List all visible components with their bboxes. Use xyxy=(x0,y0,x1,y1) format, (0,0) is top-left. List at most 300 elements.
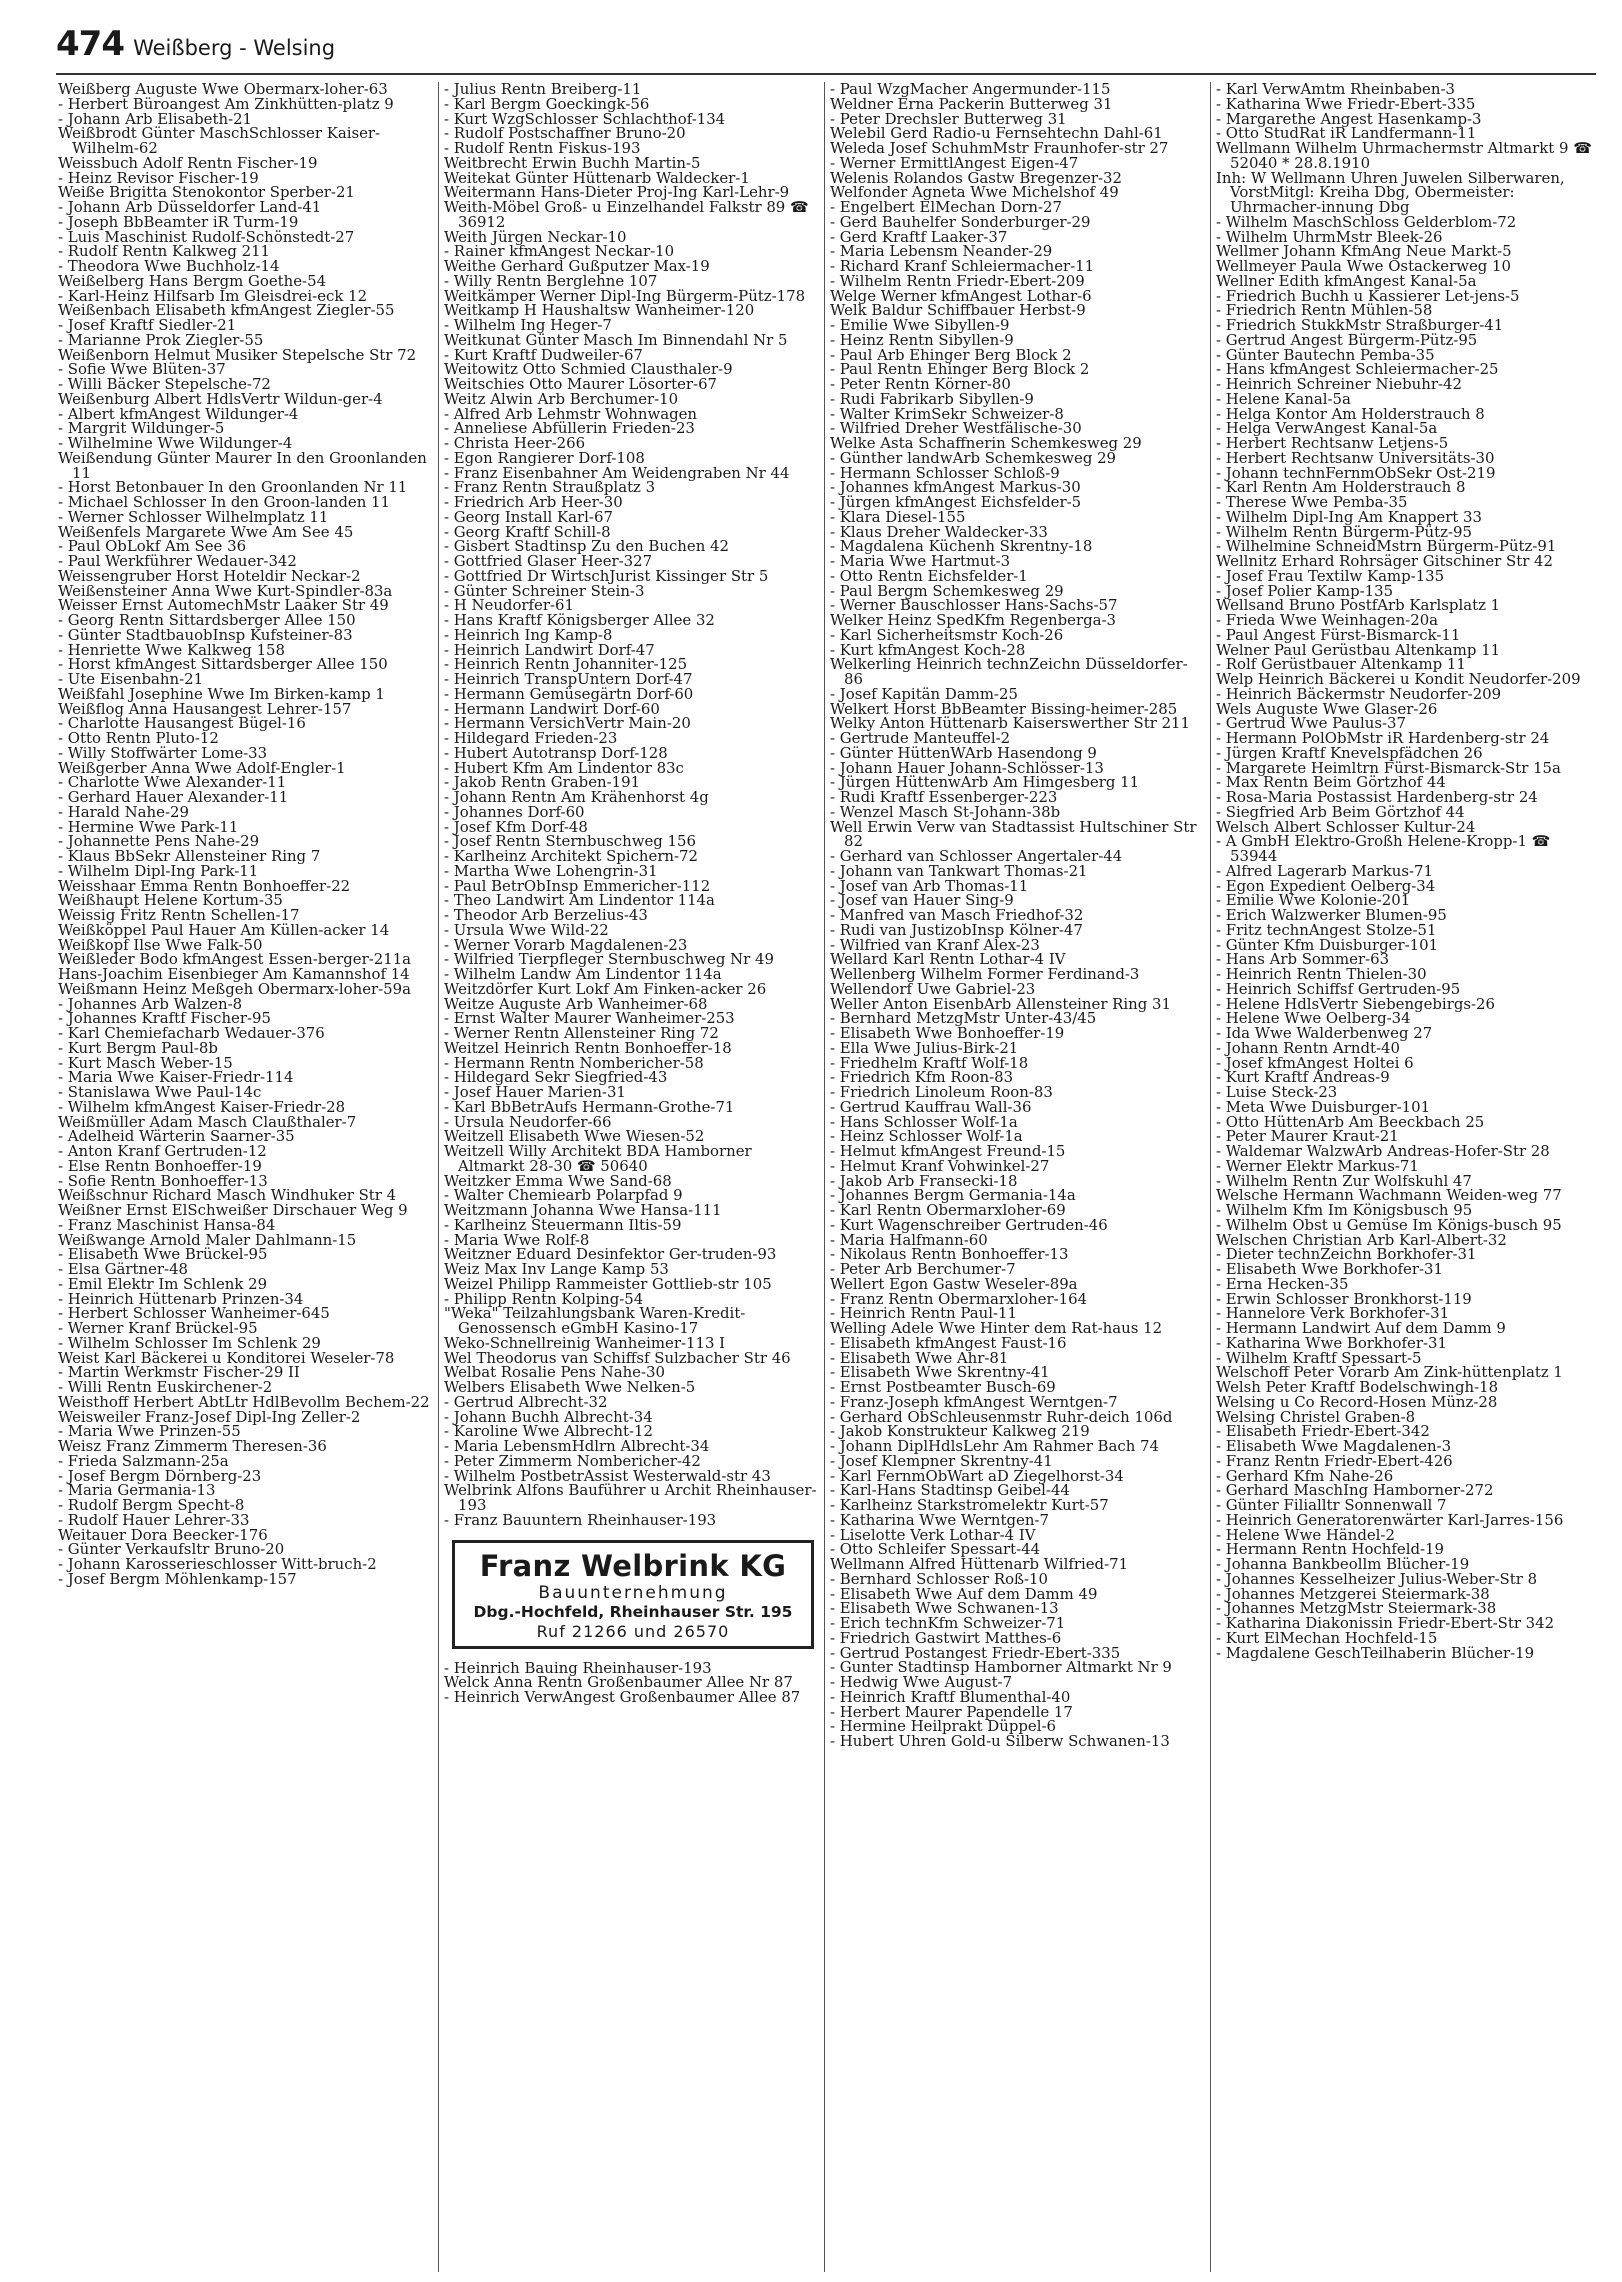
directory-entry: - Karlheinz Starkstromelektr Kurt-57 xyxy=(830,1496,1109,1514)
directory-entry: - Werner Elektr Markus-71 xyxy=(1216,1156,1419,1175)
directory-entry: Weißfahl Josephine Wwe Im Birken-kamp 1 xyxy=(58,684,385,703)
directory-entry: - Jakob Konstrukteur Kalkweg 219 xyxy=(830,1422,1090,1441)
directory-entry: - Erich technKfm Schweizer-71 xyxy=(830,1614,1066,1632)
directory-entry: Welschoff Peter Vorarb Am Zink-hüttenplatz 1 xyxy=(1216,1363,1563,1382)
directory-entry: - Kurt ElMechan Hochfeld-15 xyxy=(1216,1628,1438,1647)
directory-entry: Weißkopf Ilse Wwe Falk-50 xyxy=(58,935,263,954)
directory-entry: - Rolf Gerüstbauer Altenkamp 11 xyxy=(1216,655,1466,674)
directory-entry: - Elisabeth Wwe Schwanen-13 xyxy=(830,1599,1059,1618)
directory-entry: Wellard Karl Rentn Lothar-4 IV xyxy=(830,950,1066,969)
directory-entry: Wellnitz Erhard Rohrsäger Gitschiner Str 42 xyxy=(1216,552,1553,570)
directory-entry: - Werner Schlosser Wilhelmplatz 11 xyxy=(58,507,329,526)
directory-entry: Weller Anton EisenbArb Allensteiner Ring 31 xyxy=(830,994,1171,1013)
directory-entry: - Gertrud Kauffrau Wall-36 xyxy=(830,1097,1032,1116)
directory-entry: Wellenberg Wilhelm Former Ferdinand-3 xyxy=(830,965,1140,983)
directory-entry: Weitzmann Johanna Wwe Hansa-111 xyxy=(444,1201,722,1219)
directory-entry: - Peter Arb Berchumer-7 xyxy=(830,1260,1016,1278)
column-divider xyxy=(1210,82,1211,2272)
directory-entry: - Gerhard van Schlosser Angertaler-44 xyxy=(830,847,1123,865)
directory-entry: - Josef Frau Textilw Kamp-135 xyxy=(1216,566,1445,585)
directory-entry: - Anton Kranf Gertruden-12 xyxy=(58,1142,267,1160)
directory-entry: - Horst Betonbauer In den Groonlanden Nr 11 xyxy=(58,478,408,497)
directory-entry: Weißleder Bodo kfmAngest Essen-berger-211a xyxy=(58,950,412,969)
directory-entry: - Günter StadtbauobInsp Kufsteiner-83 xyxy=(58,625,353,644)
directory-entry: - Alfred Arb Lehmstr Wohnwagen xyxy=(444,404,698,423)
directory-entry: - Maria Wwe Kaiser-Friedr-114 xyxy=(58,1068,294,1087)
directory-entry: Wellner Edith kfmAngest Kanal-5a xyxy=(1216,271,1477,290)
directory-entry: - Katharina Wwe Werntgen-7 xyxy=(830,1510,1049,1529)
directory-entry: - Gerhard ObSchleusenmstr Ruhr-deich 106d xyxy=(830,1407,1173,1426)
directory-entry: - Josef Hauer Marien-31 xyxy=(444,1083,626,1101)
directory-entry: - Friedhelm Kraftf Wolf-18 xyxy=(830,1053,1029,1072)
directory-entry: - Dieter technZeichn Borkhofer-31 xyxy=(1216,1245,1477,1264)
directory-entry: - Gottfried Glaser Heer-327 xyxy=(444,552,653,570)
directory-entry: Weitzker Emma Wwe Sand-68 xyxy=(444,1171,672,1190)
directory-entry: - Günter Kfm Duisburger-101 xyxy=(1216,935,1439,954)
directory-entry: - Jakob Rentn Graben-191 xyxy=(444,773,641,792)
directory-entry: - Wilhelm MaschSchloss Gelderblom-72 xyxy=(1216,212,1517,231)
directory-entry: - Christa Heer-266 xyxy=(444,434,586,452)
directory-entry: - Manfred van Masch Friedhof-32 xyxy=(830,906,1084,924)
directory-entry: - Paul Werkführer Wedauer-342 xyxy=(58,552,297,570)
directory-entry: - Paul WzgMacher Angermunder-115 xyxy=(830,82,1111,98)
directory-entry: - Heinrich TranspUntern Dorf-47 xyxy=(444,670,693,688)
directory-entry: Welsche Hermann Wachmann Weiden-weg 77 xyxy=(1216,1186,1562,1205)
directory-entry: Weißbrodt Günter MaschSchlosser Kaiser-Wilhelm-62 xyxy=(58,124,381,157)
directory-entry: - Wilhelm Dipl-Ing Am Knappert 33 xyxy=(1216,507,1482,526)
directory-entry: - Gertrud Postangest Friedr-Ebert-335 xyxy=(830,1643,1121,1662)
directory-entry: Weitze Auguste Arb Wanheimer-68 xyxy=(444,994,708,1013)
directory-entry: - Elisabeth Wwe Borkhofer-31 xyxy=(1216,1260,1443,1278)
directory-entry: Welkert Horst BbBeamter Bissing-heimer-285 xyxy=(830,699,1178,718)
directory-entry: Weith-Möbel Groß- u Einzelhandel Falkstr 89 ☎ 36912 xyxy=(444,198,809,231)
directory-entry: - Johann technFernmObSekr Ost-219 xyxy=(1216,463,1496,482)
directory-entry: - Georg Rentn Sittardsberger Allee 150 xyxy=(58,611,356,629)
directory-entry: - Heinrich Rentn Johanniter-125 xyxy=(444,655,688,674)
directory-entry: - Friedrich Gastwirt Matthes-6 xyxy=(830,1628,1062,1647)
directory-entry: - Elisabeth Wwe Bonhoeffer-19 xyxy=(830,1024,1065,1042)
directory-entry: - Wilfried van Kranf Alex-23 xyxy=(830,935,1040,954)
directory-entry: - Werner Vorarb Magdalenen-23 xyxy=(444,935,688,954)
ad-company-name: Franz Welbrink KG xyxy=(479,1548,787,1583)
directory-entry: - Hubert Kfm Am Lindentor 83c xyxy=(444,758,684,777)
directory-entry: - Franz Rentn Straußplatz 3 xyxy=(444,478,656,497)
directory-entry: - Liselotte Verk Lothar-4 IV xyxy=(830,1525,1036,1544)
directory-entry: - Otto HüttenArb Am Beeckbach 25 xyxy=(1216,1112,1485,1131)
directory-entry: Weisweiler Franz-Josef Dipl-Ing Zeller-2 xyxy=(58,1407,361,1426)
directory-entry: Weißköppel Paul Hauer Am Küllen-acker 14 xyxy=(58,920,390,939)
directory-entry: - Heinrich VerwAngest Großenbaumer Allee 87 xyxy=(444,1688,801,1706)
directory-entry: - Johannes kfmAngest Markus-30 xyxy=(830,478,1081,497)
directory-entry: - Karlheinz Architekt Spichern-72 xyxy=(444,847,699,865)
directory-entry: - Willi Rentn Euskirchener-2 xyxy=(58,1378,273,1396)
directory-entry: - Jürgen Kraftf Knevelspfädchen 26 xyxy=(1216,743,1483,762)
directory-entry: - Paul Bergm Schemkesweg 29 xyxy=(830,581,1064,600)
directory-entry: - Katharina Wwe Friedr-Ebert-335 xyxy=(1216,94,1476,113)
directory-entry: - Maria Wwe Rolf-8 xyxy=(444,1230,590,1249)
directory-entry: Weisshaar Emma Rentn Bonhoeffer-22 xyxy=(58,876,351,895)
directory-entry: - Rosa-Maria Postassist Hardenberg-str 24 xyxy=(1216,788,1538,806)
directory-entry: - Günter HüttenWArb Hasendong 9 xyxy=(830,743,1097,762)
directory-entry: - Rudi van JustizobInsp Kölner-47 xyxy=(830,920,1083,939)
directory-entry: Weißmann Heinz Meßgeh Obermarx-loher-59a xyxy=(58,979,411,998)
directory-entry: - Franz Bauuntern Rheinhauser-193 xyxy=(444,1510,717,1529)
directory-entry: Weitzell Willy Architekt BDA Hamborner Altmarkt 28-30 ☎ 50640 xyxy=(444,1142,752,1175)
directory-entry: Weißgerber Anna Wwe Adolf-Engler-1 xyxy=(58,758,346,777)
directory-entry: Weitzdörfer Kurt Lokf Am Finken-acker 26 xyxy=(444,979,767,998)
directory-entry: - Nikolaus Rentn Bonhoeffer-13 xyxy=(830,1245,1069,1264)
directory-entry: - Erna Hecken-35 xyxy=(1216,1274,1349,1293)
directory-entry: - Franz Eisenbahner Am Weidengraben Nr 44 xyxy=(444,463,790,482)
directory-entry: - Sofie Wwe Blüten-37 xyxy=(58,360,226,379)
directory-entry: Weiz Max Inv Lange Kamp 53 xyxy=(444,1260,669,1278)
directory-entry: - Friedrich Rentn Mühlen-58 xyxy=(1216,301,1433,320)
directory-entry: - Max Rentn Beim Görtzhof 44 xyxy=(1216,773,1446,792)
directory-entry: - Hans kfmAngest Schleiermacher-25 xyxy=(1216,360,1499,379)
directory-entry: Weldner Erna Packerin Butterweg 31 xyxy=(830,94,1113,113)
directory-entry: - Kurt Kraftf Andreas-9 xyxy=(1216,1068,1390,1087)
page-header xyxy=(56,24,335,64)
directory-entry: - Maria Halfmann-60 xyxy=(830,1230,988,1249)
directory-entry: - Otto StudRat iR Landfermann-11 xyxy=(1216,124,1477,143)
directory-entry: - Franz Rentn Friedr-Ebert-426 xyxy=(1216,1451,1453,1470)
directory-entry: - Josef Bergm Dörnberg-23 xyxy=(58,1466,262,1485)
directory-entry: Weitkämper Werner Dipl-Ing Bürgerm-Pütz-178 xyxy=(444,286,806,305)
directory-entry: - Heinrich Hüttenarb Prinzen-34 xyxy=(58,1289,304,1308)
directory-entry: - Theodor Arb Berzelius-43 xyxy=(444,906,648,924)
directory-entry: - Werner Kranf Brückel-95 xyxy=(58,1319,258,1337)
directory-entry: - Heinrich Bauing Rheinhauser-193 xyxy=(444,1658,712,1677)
directory-entry: Wel Theodorus van Schiffsf Sulzbacher Str 46 xyxy=(444,1348,791,1367)
directory-entry: - Helene Kanal-5a xyxy=(1216,389,1351,408)
directory-entry: - Peter Zimmerm Nombericher-42 xyxy=(444,1451,701,1470)
directory-entry: - Friedrich Kfm Roon-83 xyxy=(830,1068,1014,1087)
directory-entry: - Gottfried Dr WirtschJurist Kissinger Str 5 xyxy=(444,566,769,585)
directory-entry: - Heinrich Kraftf Blumenthal-40 xyxy=(830,1687,1071,1706)
directory-entry: - Günther landwArb Schemkesweg 29 xyxy=(830,448,1117,467)
directory-entry: - Paul BetrObInsp Emmericher-112 xyxy=(444,876,711,895)
directory-entry: - Gerhard Hauer Alexander-11 xyxy=(58,788,289,806)
directory-entry: - Hubert Autotransp Dorf-128 xyxy=(444,743,668,762)
directory-entry: - Karoline Wwe Albrecht-12 xyxy=(444,1422,653,1441)
directory-entry: - Willy Rentn Berglehne 107 xyxy=(444,271,658,290)
directory-entry: - Friedrich StukkMstr Straßburger-41 xyxy=(1216,316,1504,334)
directory-entry: - Ella Wwe Julius-Birk-21 xyxy=(830,1038,1019,1057)
directory-entry: Weißenburg Albert HdlsVertr Wildun-ger-4 xyxy=(58,389,383,408)
directory-entry: - Johannes Kraftf Fischer-95 xyxy=(58,1009,271,1028)
directory-entry: Weißenfels Margarete Wwe Am See 45 xyxy=(58,522,354,541)
directory-entry: Weith Jürgen Neckar-10 xyxy=(444,227,627,246)
directory-entry: - Wilfried Dreher Westfälische-30 xyxy=(830,419,1082,438)
directory-entry: - Meta Wwe Duisburger-101 xyxy=(1216,1097,1431,1116)
directory-entry: - Heinrich Schreiner Niebuhr-42 xyxy=(1216,375,1462,393)
directory-entry: Welk Baldur Schiffbauer Herbst-9 xyxy=(830,301,1086,320)
directory-entry: - Günter Filialltr Sonnenwall 7 xyxy=(1216,1496,1447,1514)
directory-entry: - Rudolf Bergm Specht-8 xyxy=(58,1496,245,1514)
directory-entry: Weißner Ernst ElSchweißer Dirschauer Weg 9 xyxy=(58,1201,408,1219)
directory-entry: - Kurt Bergm Paul-8b xyxy=(58,1038,218,1057)
directory-entry: - Siegfried Arb Beim Görtzhof 44 xyxy=(1216,802,1465,821)
directory-entry: - Josef van Arb Thomas-11 xyxy=(830,876,1029,895)
directory-entry: - Paul Arb Ehinger Berg Block 2 xyxy=(830,345,1072,364)
directory-entry: - Gisbert Stadtinsp Zu den Buchen 42 xyxy=(444,537,729,556)
directory-entry: Weißberg Auguste Wwe Obermarx-loher-63 xyxy=(58,82,388,98)
directory-entry: Weisz Franz Zimmerm Theresen-36 xyxy=(58,1437,327,1455)
directory-entry: - Elisabeth kfmAngest Faust-16 xyxy=(830,1333,1067,1352)
directory-entry: - Peter Rentn Körner-80 xyxy=(830,375,1011,393)
directory-entry: Weißwange Arnold Maler Dahlmann-15 xyxy=(58,1230,357,1249)
directory-entry: - Kurt Kraftf Dudweiler-67 xyxy=(444,345,643,364)
directory-entry: - Gertrud Wwe Paulus-37 xyxy=(1216,714,1406,733)
directory-entry: - Luise Steck-23 xyxy=(1216,1083,1338,1101)
directory-entry: - Helmut Kranf Vohwinkel-27 xyxy=(830,1156,1050,1175)
directory-entry: - Ursula Wwe Wild-22 xyxy=(444,920,609,939)
directory-entry: - Herbert Büroangest Am Zinkhütten-platz 9 xyxy=(58,94,394,113)
directory-entry: - Friedrich Buchh u Kassierer Let-jens-5 xyxy=(1216,286,1520,305)
directory-entry: - Adelheid Wärterin Saarner-35 xyxy=(58,1127,295,1146)
directory-entry: Weißendung Günter Maurer In den Groonlanden 11 xyxy=(58,448,427,482)
directory-entry: - Helmut kfmAngest Freund-15 xyxy=(830,1142,1066,1160)
directory-entry: - Hermine Heilprakt Düppel-6 xyxy=(830,1717,1056,1736)
directory-entry: - Elisabeth Wwe Skrentny-41 xyxy=(830,1363,1050,1382)
directory-entry: - Stanislawa Wwe Paul-14c xyxy=(58,1083,262,1101)
directory-entry: - Gerhard MaschIng Hamborner-272 xyxy=(1216,1481,1494,1500)
directory-entry: - Walter KrimSekr Schweizer-8 xyxy=(830,404,1064,423)
directory-entry: - Karlheinz Steuermann Iltis-59 xyxy=(444,1215,682,1234)
directory-entry: Weitowitz Otto Schmied Clausthaler-9 xyxy=(444,360,733,379)
directory-entry: - Charlotte Hausangest Bügel-16 xyxy=(58,714,306,733)
directory-entry: - Erwin Schlosser Bronkhorst-119 xyxy=(1216,1289,1472,1308)
advertisement-box xyxy=(452,1540,814,1649)
directory-entry: Weitermann Hans-Dieter Proj-Ing Karl-Lehr-9 xyxy=(444,183,790,202)
directory-entry: - Hermann Gemüsegärtn Dorf-60 xyxy=(444,684,694,703)
directory-entry: Weisser Ernst AutomechMstr Laaker Str 49 xyxy=(58,596,389,615)
directory-entry: Welebil Gerd Radio-u Fernsehtechn Dahl-61 xyxy=(830,124,1163,143)
directory-entry: - Katharina Diakonissin Friedr-Ebert-Str 342 xyxy=(1216,1614,1555,1632)
directory-entry: - Josef Polier Kamp-135 xyxy=(1216,581,1394,600)
directory-entry: - Ursula Neudorfer-66 xyxy=(444,1112,612,1131)
directory-entry: - Heinrich Ing Kamp-8 xyxy=(444,625,613,644)
directory-entry: - Josef Kraftf Siedler-21 xyxy=(58,316,237,334)
directory-entry: - Gerd Kraftf Laaker-37 xyxy=(830,227,1008,246)
directory-entry: - Josef Rentn Sternbuschweg 156 xyxy=(444,832,696,851)
directory-entry: - Karl FernmObWart aD Ziegelhorst-34 xyxy=(830,1466,1124,1485)
directory-entry: - Wilhelm PostbetrAssist Westerwald-str 43 xyxy=(444,1466,771,1485)
directory-entry: Welling Adele Wwe Hinter dem Rat-haus 12 xyxy=(830,1319,1163,1337)
directory-entry: - Engelbert ElMechan Dorn-27 xyxy=(830,198,1062,216)
directory-entry: Weißschnur Richard Masch Windhuker Str 4 xyxy=(58,1186,397,1205)
directory-entry: - Paul Angest Fürst-Bismarck-11 xyxy=(1216,625,1461,644)
directory-entry: - Rudi Kraftf Essenberger-223 xyxy=(830,788,1058,806)
directory-entry: - Elisabeth Wwe Ahr-81 xyxy=(830,1348,1009,1367)
directory-entry: - Helene HdlsVertr Siebengebirgs-26 xyxy=(1216,994,1495,1013)
directory-entry: - Josef kfmAngest Holtei 6 xyxy=(1216,1053,1414,1072)
directory-entry: - Wilhelmine SchneidMstrn Bürgerm-Pütz-91 xyxy=(1216,537,1557,556)
directory-entry: Wellmer Johann KfmAng Neue Markt-5 xyxy=(1216,242,1512,261)
directory-entry: - Ernst Walter Maurer Wanheimer-253 xyxy=(444,1009,735,1028)
directory-entry: - Frieda Salzmann-25a xyxy=(58,1451,229,1470)
directory-entry: - Johann DiplHdlsLehr Am Rahmer Bach 74 xyxy=(830,1437,1159,1455)
directory-entry: Welbers Elisabeth Wwe Nelken-5 xyxy=(444,1378,696,1396)
directory-entry: - Sofie Rentn Bonhoeffer-13 xyxy=(58,1171,268,1190)
directory-entry: - Werner ErmittlAngest Eigen-47 xyxy=(830,153,1079,172)
column-2-entries-bottom xyxy=(444,1658,820,1706)
directory-entry: Wellsand Bruno PostfArb Karlsplatz 1 xyxy=(1216,596,1501,615)
directory-entry: - Heinrich Landwirt Dorf-47 xyxy=(444,640,655,659)
directory-entry: - Kurt Wagenschreiber Gertruden-46 xyxy=(830,1215,1108,1234)
directory-entry: - Emilie Wwe Kolonie-201 xyxy=(1216,891,1411,910)
directory-entry: - Willi Bäcker Stepelsche-72 xyxy=(58,375,271,393)
directory-entry: - Franz-Joseph kfmAngest Werntgen-7 xyxy=(830,1392,1118,1411)
directory-entry: - Henriette Wwe Kalkweg 158 xyxy=(58,640,285,659)
directory-entry: Weitschies Otto Maurer Lösorter-67 xyxy=(444,375,718,393)
directory-entry: - Emilie Wwe Sibyllen-9 xyxy=(830,316,1010,334)
directory-entry: Weitzel Heinrich Rentn Bonhoeffer-18 xyxy=(444,1038,732,1057)
directory-entry: - Martha Wwe Lohengrin-31 xyxy=(444,861,658,880)
directory-entry: - Heinz Rentn Sibyllen-9 xyxy=(830,330,1014,349)
directory-entry: - Hildegard Frieden-23 xyxy=(444,729,618,747)
directory-entry: - Johannes Metzgerei Steiermark-38 xyxy=(1216,1584,1490,1603)
directory-entry: - Johannes Bergm Germania-14a xyxy=(830,1186,1076,1205)
directory-entry: - Rudolf Hauer Lehrer-33 xyxy=(58,1510,250,1529)
directory-entry: - Wilhelm Rentn Friedr-Ebert-209 xyxy=(830,271,1085,290)
directory-entry: - Harald Nahe-29 xyxy=(58,802,189,821)
directory-entry: - Georg Install Karl-67 xyxy=(444,507,613,526)
directory-entry: - Marianne Prok Ziegler-55 xyxy=(58,330,264,349)
directory-entry: - Magdalene GeschTeilhaberin Blücher-19 xyxy=(1216,1643,1535,1662)
directory-entry: - Horst kfmAngest Sittardsberger Allee 150 xyxy=(58,655,388,674)
directory-entry: - Hildegard Sekr Siegfried-43 xyxy=(444,1068,668,1087)
directory-entry: - Johannette Pens Nahe-29 xyxy=(58,832,260,851)
directory-entry: Weitz Alwin Arb Berchumer-10 xyxy=(444,389,679,408)
page-number: 474 xyxy=(56,24,124,64)
directory-entry: - Johannes MetzgMstr Steiermark-38 xyxy=(1216,1599,1497,1618)
directory-entry: Weißflog Anna Hausangest Lehrer-157 xyxy=(58,699,352,718)
directory-entry: Welsch Albert Schlosser Kultur-24 xyxy=(1216,817,1476,836)
directory-entry: - Hermann Landwirt Auf dem Damm 9 xyxy=(1216,1319,1506,1337)
directory-entry: - Paul Rentn Ehinger Berg Block 2 xyxy=(830,360,1090,379)
column-2 xyxy=(444,82,820,2272)
directory-entry: - Gertrud Albrecht-32 xyxy=(444,1392,608,1411)
column-divider xyxy=(824,82,825,2272)
directory-entry: - Maria LebensmHdlrn Albrecht-34 xyxy=(444,1437,710,1455)
directory-entry: - Josef Kfm Dorf-48 xyxy=(444,817,588,836)
directory-entry: Welbat Rosalie Pens Nahe-30 xyxy=(444,1363,665,1382)
directory-entry: - Herbert Schlosser Wanheimer-645 xyxy=(58,1304,330,1323)
directory-entry: - Günter Verkaufsltr Bruno-20 xyxy=(58,1540,285,1559)
directory-entry: - Joseph BbBeamter iR Turm-19 xyxy=(58,212,299,231)
directory-entry: - H Neudorfer-61 xyxy=(444,596,574,615)
directory-entry: - Karl BbBetrAufs Hermann-Grothe-71 xyxy=(444,1097,735,1116)
header-rule xyxy=(56,73,1596,75)
directory-entry: Welsing Christel Graben-8 xyxy=(1216,1407,1416,1426)
directory-entry: - Johann Hauer Johann-Schlösser-13 xyxy=(830,758,1104,777)
directory-entry: - Michael Schlosser In den Groon-landen 11 xyxy=(58,493,390,511)
directory-entry: - Hubert Uhren Gold-u Silberw Schwanen-13 xyxy=(830,1732,1170,1750)
directory-entry: - Ute Eisenbahn-21 xyxy=(58,670,204,688)
directory-entry: - Wilhelmine Wwe Wildunger-4 xyxy=(58,434,293,452)
directory-entry: - Gertrud Angest Bürgerm-Pütz-95 xyxy=(1216,330,1478,349)
directory-entry: - Luis Maschinist Rudolf-Schönstedt-27 xyxy=(58,227,355,246)
directory-entry: - Franz Rentn Obermarxloher-164 xyxy=(830,1289,1088,1308)
directory-entry: Weißenbach Elisabeth kfmAngest Ziegler-55 xyxy=(58,301,395,320)
directory-entry: - Karl-Hans Stadtinsp Geibel-44 xyxy=(830,1481,1070,1500)
directory-entry: Welke Asta Schaffnerin Schemkesweg 29 xyxy=(830,434,1142,452)
directory-entry: Wellmann Alfred Hüttenarb Wilfried-71 xyxy=(830,1555,1129,1573)
directory-entry: - Helga VerwAngest Kanal-5a xyxy=(1216,419,1438,438)
directory-entry: - Helene Wwe Oelberg-34 xyxy=(1216,1009,1411,1028)
directory-entry: - Kurt Masch Weber-15 xyxy=(58,1053,233,1072)
directory-entry: - Jürgen HüttenwArb Am Himgesberg 11 xyxy=(830,773,1140,792)
directory-entry: - Hans Schlosser Wolf-1a xyxy=(830,1112,1018,1131)
directory-entry: - Emil Elektr Im Schlenk 29 xyxy=(58,1274,268,1293)
directory-entry: Welner Paul Gerüstbau Altenkamp 11 xyxy=(1216,640,1501,659)
directory-entry: - Julius Rentn Breiberg-11 xyxy=(444,82,642,98)
directory-entry: - Klaus BbSekr Allensteiner Ring 7 xyxy=(58,847,321,865)
directory-entry: - Kurt kfmAngest Koch-28 xyxy=(830,640,1026,659)
directory-entry: - Herbert Rechtsanw Universitäts-30 xyxy=(1216,448,1495,467)
directory-entry: Weitbrecht Erwin Buchh Martin-5 xyxy=(444,153,701,172)
directory-entry: Welge Werner kfmAngest Lothar-6 xyxy=(830,286,1092,305)
directory-entry: - Werner Rentn Allensteiner Ring 72 xyxy=(444,1024,719,1042)
directory-entry: - Elisabeth Friedr-Ebert-342 xyxy=(1216,1422,1430,1441)
directory-entry: - Johann Rentn Am Krähenhorst 4g xyxy=(444,788,709,806)
directory-entry: - Johannes Kesselheizer Julius-Weber-Str 8 xyxy=(1216,1569,1538,1588)
directory-entry: - Klaus Dreher Waldecker-33 xyxy=(830,522,1048,541)
directory-entry: Weißenborn Helmut Musiker Stepelsche Str 72 xyxy=(58,345,417,364)
directory-entry: - Egon Rangierer Dorf-108 xyxy=(444,448,645,467)
directory-entry: - Wilhelm Dipl-Ing Park-11 xyxy=(58,861,259,880)
directory-entry: Weitauer Dora Beecker-176 xyxy=(58,1525,268,1544)
directory-entry: Weizel Philipp Rammeister Gottlieb-str 105 xyxy=(444,1274,772,1293)
directory-entry: - Gunter Stadtinsp Hamborner Altmarkt Nr 9 xyxy=(830,1658,1172,1677)
directory-entry: - Hermann Rentn Hochfeld-19 xyxy=(1216,1540,1444,1559)
directory-entry: - Margarethe Angest Hasenkamp-3 xyxy=(1216,109,1482,128)
directory-entry: - Otto Schleifer Spessart-44 xyxy=(830,1540,1041,1559)
directory-entry: Welp Heinrich Bäckerei u Kondit Neudorfer-209 xyxy=(1216,670,1581,688)
ad-business-type: Bauunternehmung xyxy=(538,1582,728,1603)
directory-entry: - Paul ObLokf Am See 36 xyxy=(58,537,247,556)
directory-entry: - Johann Rentn Arndt-40 xyxy=(1216,1038,1400,1057)
directory-entry: - Heinz Schlosser Wolf-1a xyxy=(830,1127,1023,1146)
directory-entry: - Werner Bauschlosser Hans-Sachs-57 xyxy=(830,596,1118,615)
directory-entry: - Charlotte Wwe Alexander-11 xyxy=(58,773,287,792)
directory-entry: - Johann van Tankwart Thomas-21 xyxy=(830,861,1088,880)
directory-entry: - Hermann Schlosser Schloß-9 xyxy=(830,463,1060,482)
directory-entry: Weist Karl Bäckerei u Konditorei Weseler-78 xyxy=(58,1348,395,1367)
directory-entry: - Hedwig Wwe August-7 xyxy=(830,1673,1013,1691)
directory-entry: Weitkunat Günter Masch Im Binnendahl Nr 5 xyxy=(444,330,788,349)
directory-entry: Weitkamp H Haushaltsw Wanheimer-120 xyxy=(444,301,755,320)
directory-entry: Welck Anna Rentn Großenbaumer Allee Nr 87 xyxy=(444,1673,793,1692)
column-3 xyxy=(830,82,1206,2272)
directory-entry: - Heinrich Bäckermstr Neudorfer-209 xyxy=(1216,684,1502,703)
directory-entry: - Wenzel Masch St-Johann-38b xyxy=(830,802,1061,821)
directory-entry: Welky Anton Hüttenarb Kaiserswerther Str 211 xyxy=(830,714,1191,733)
directory-entry: - Philipp Rentn Kolping-54 xyxy=(444,1289,644,1308)
directory-entry: - Josef Kapitän Damm-25 xyxy=(830,684,1018,703)
directory-entry: Welbrink Alfons Bauführer u Archit Rheinhauser-193 xyxy=(444,1481,817,1514)
directory-entry: Weißensteiner Anna Wwe Kurt-Spindler-83a xyxy=(58,581,393,600)
directory-entry: - Herbert Rechtsanw Letjens-5 xyxy=(1216,434,1449,452)
directory-entry: Weissig Fritz Rentn Schellen-17 xyxy=(58,906,300,924)
directory-entry: - Hans Arb Sommer-63 xyxy=(1216,950,1390,969)
directory-entry: - Wilfried Tierpfleger Sternbuschweg Nr 49 xyxy=(444,950,774,969)
directory-entry: - Heinrich Schiffsf Gertruden-95 xyxy=(1216,979,1461,998)
column-divider xyxy=(438,82,439,2272)
directory-entry: - Herbert Maurer Papendelle 17 xyxy=(830,1702,1073,1721)
directory-entry: - Karl VerwAmtm Rheinbaben-3 xyxy=(1216,82,1455,98)
